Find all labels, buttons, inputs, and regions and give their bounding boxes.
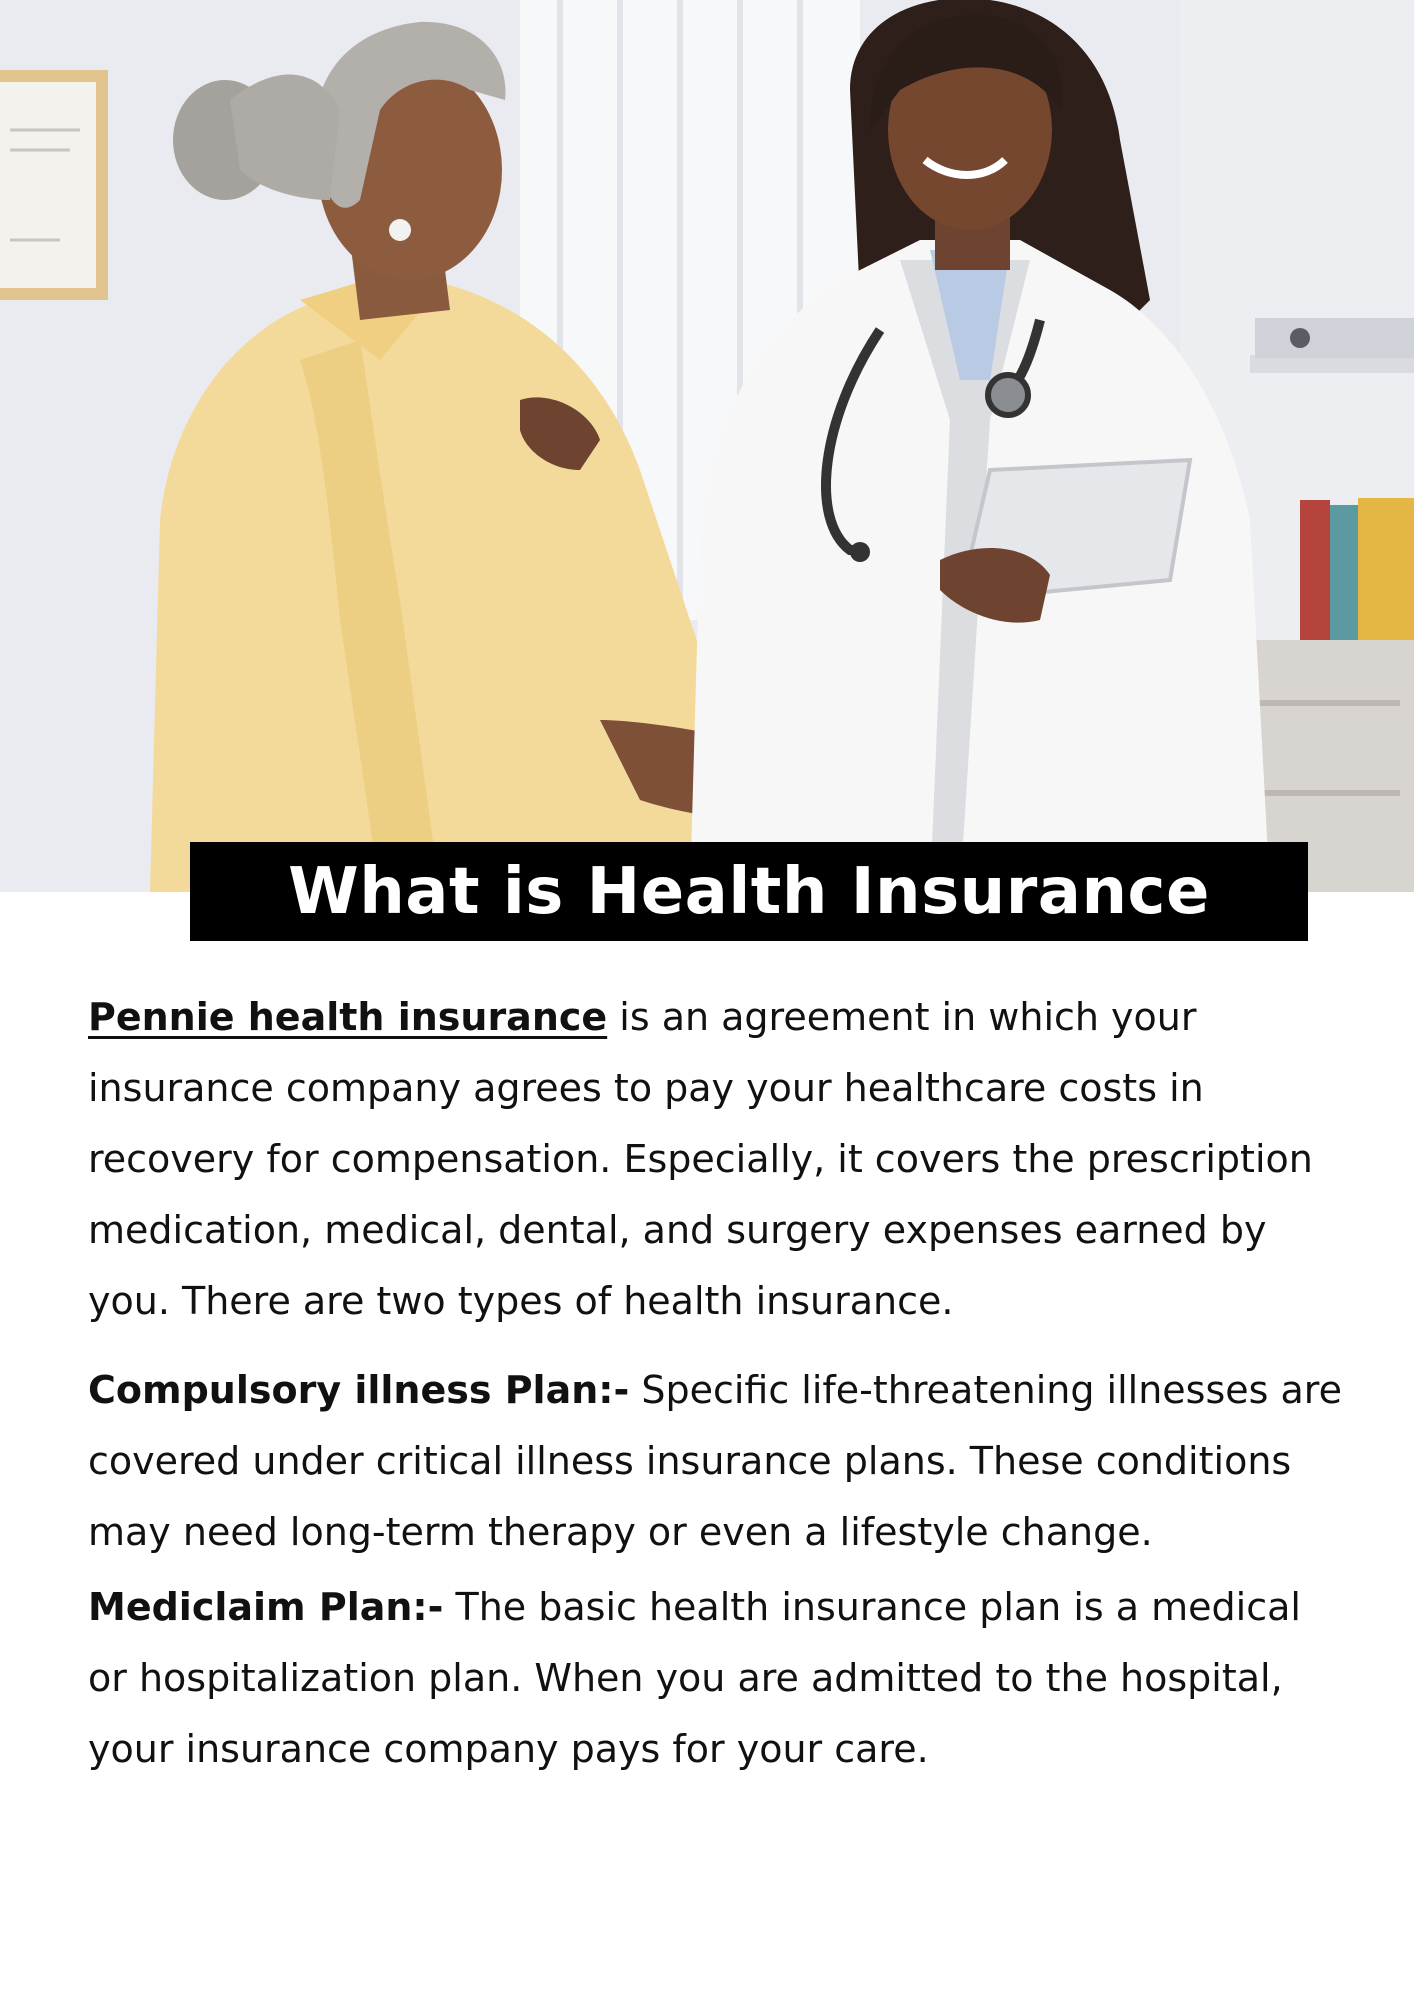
plan-paragraph-mediclaim [88,1572,1348,1785]
pennie-health-insurance-link[interactable]: Pennie health insurance [88,995,608,1039]
plan-paragraph-compulsory-illness [88,1355,1348,1568]
title-banner [190,842,1308,941]
plan-term: Mediclaim Plan:- [88,1585,444,1629]
plan-description: Specific life-threatening illnesses are covered under critical illness insurance plans. These conditions may need long-term therapy or even a lifestyle change. [88,1368,1342,1554]
doctor-patient-photo [0,0,1414,892]
article-body [88,982,1348,1785]
hero-photo [0,0,1414,892]
plan-term: Compulsory illness Plan:- [88,1368,630,1412]
page-title: What is Health Insurance [288,854,1210,929]
intro-text: is an agreement in which your insurance company agrees to pay your healthcare costs in recovery for compensation. Especially, it covers the prescription medication, medical, dental, and surgery expenses earned by you. There are two types of health insurance. [88,995,1313,1323]
framed-certificate-icon [0,70,108,300]
plan-description: The basic health insurance plan is a medical or hospitalization plan. When you are admitted to the hospital, your insurance company pays for your care. [88,1585,1301,1771]
intro-paragraph [88,982,1348,1337]
